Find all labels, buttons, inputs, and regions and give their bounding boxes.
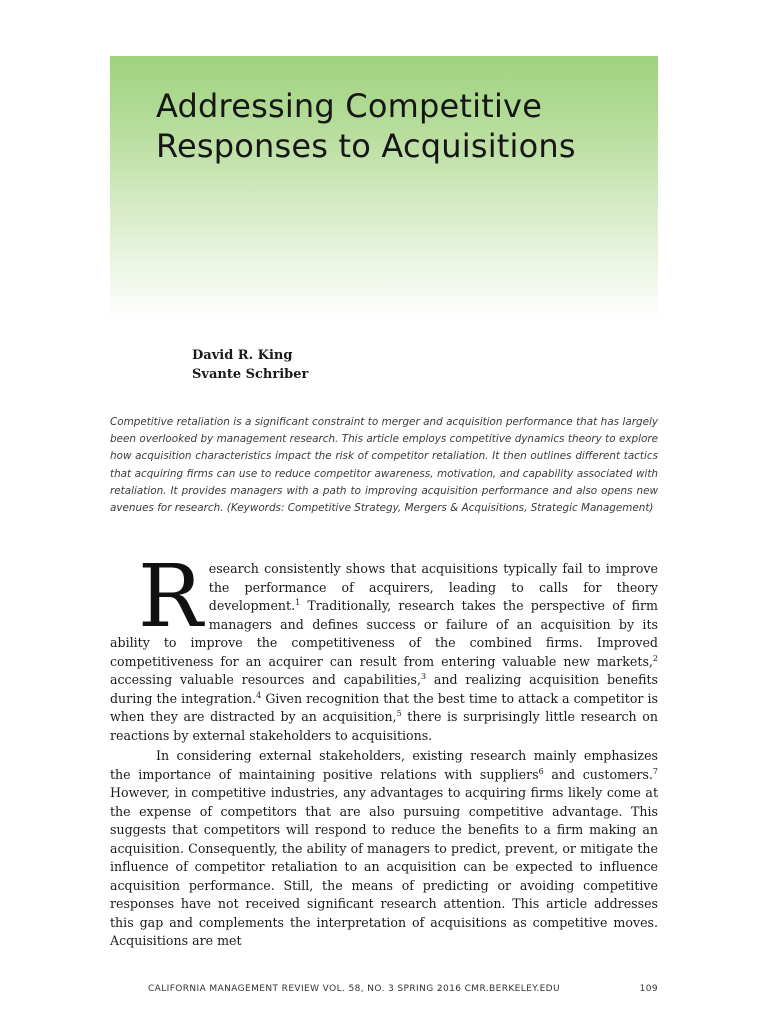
journal-citation: CALIFORNIA MANAGEMENT REVIEW VOL. 58, NO. 3 SPRING 2016 CMR.BERKELEY.EDU xyxy=(148,984,560,994)
title-line: Responses to Acquisitions xyxy=(156,127,576,165)
footnote-ref[interactable]: 7 xyxy=(652,766,658,776)
body-paragraph-1 xyxy=(110,547,658,745)
text-run: and realizing acquisition benefits during the integration. xyxy=(110,672,658,706)
article-body xyxy=(110,547,658,951)
page-number: 109 xyxy=(639,984,658,994)
footnote-ref[interactable]: 4 xyxy=(256,690,262,700)
text-run: there is surprisingly little research on reactions by external stakeholders to acquisitions. xyxy=(110,709,658,743)
article-title xyxy=(156,86,636,166)
author-list xyxy=(192,346,308,384)
footnote-ref[interactable]: 5 xyxy=(396,708,402,718)
drop-cap: R xyxy=(138,547,203,647)
footnote-ref[interactable]: 1 xyxy=(295,597,301,607)
text-run: and customers. xyxy=(543,766,653,782)
title-line: Addressing Competitive xyxy=(156,87,543,125)
text-run: In considering external stakeholders, existing research mainly emphasizes the importance of maintaining positive relations with suppliers xyxy=(110,748,658,782)
footnote-ref[interactable]: 3 xyxy=(420,671,427,681)
footnote-ref[interactable]: 6 xyxy=(538,766,544,776)
author-name: David R. King xyxy=(192,348,293,363)
text-run: accessing valuable resources and capabilities, xyxy=(110,672,421,687)
page-footer xyxy=(148,984,658,994)
text-run: Traditionally, research takes the perspective of firm managers and defines success or failure of an acquisition by its ability to improve the competitiveness of the combined firms. Improved competitiveness for an acquirer can result from entering valuable new markets, xyxy=(110,598,658,669)
footnote-ref[interactable]: 2 xyxy=(652,653,658,663)
body-paragraph-2 xyxy=(110,747,658,951)
text-run: esearch consistently shows that acquisitions typically fail to improve the performance of acquirers, leading to calls for theory development. xyxy=(208,561,658,613)
text-run: Given recognition that the best time to attack a competitor is when they are distracted by an acquisition, xyxy=(110,690,658,724)
abstract: Competitive retaliation is a significant constraint to merger and acquisition performance that has largely been overlooked by management research. This article employs competitive dynamics theory to explore how acquisition characteristics impact the risk of competitor retaliation. It then outlines different tactics that acquiring firms can use to reduce competitor awareness, motivation, and capability associated with retaliation. It provides managers with a path to improving acquisition performance and also opens new avenues for research. (Keywords: Competitive Strategy, Mergers & Acquisitions, Strategic Management) xyxy=(110,416,658,515)
author-name: Svante Schriber xyxy=(192,367,309,382)
text-run: However, in competitive industries, any advantages to acquiring firms likely come at the expense of competitors that are also pursuing competitive advantage. This suggests that competitors will respond to reduce the benefits to a firm making an acquisition. Consequently, the ability of managers to predict, prevent, or mitigate the influence of competitor retaliation to an acquisition can be expected to influence acquisition performance. Still, the means of predicting or avoiding competitive responses have not received significant research attention. This article addresses this gap and complements the interpretation of acquisitions as competitive moves. Acquisitions are met xyxy=(110,785,658,948)
